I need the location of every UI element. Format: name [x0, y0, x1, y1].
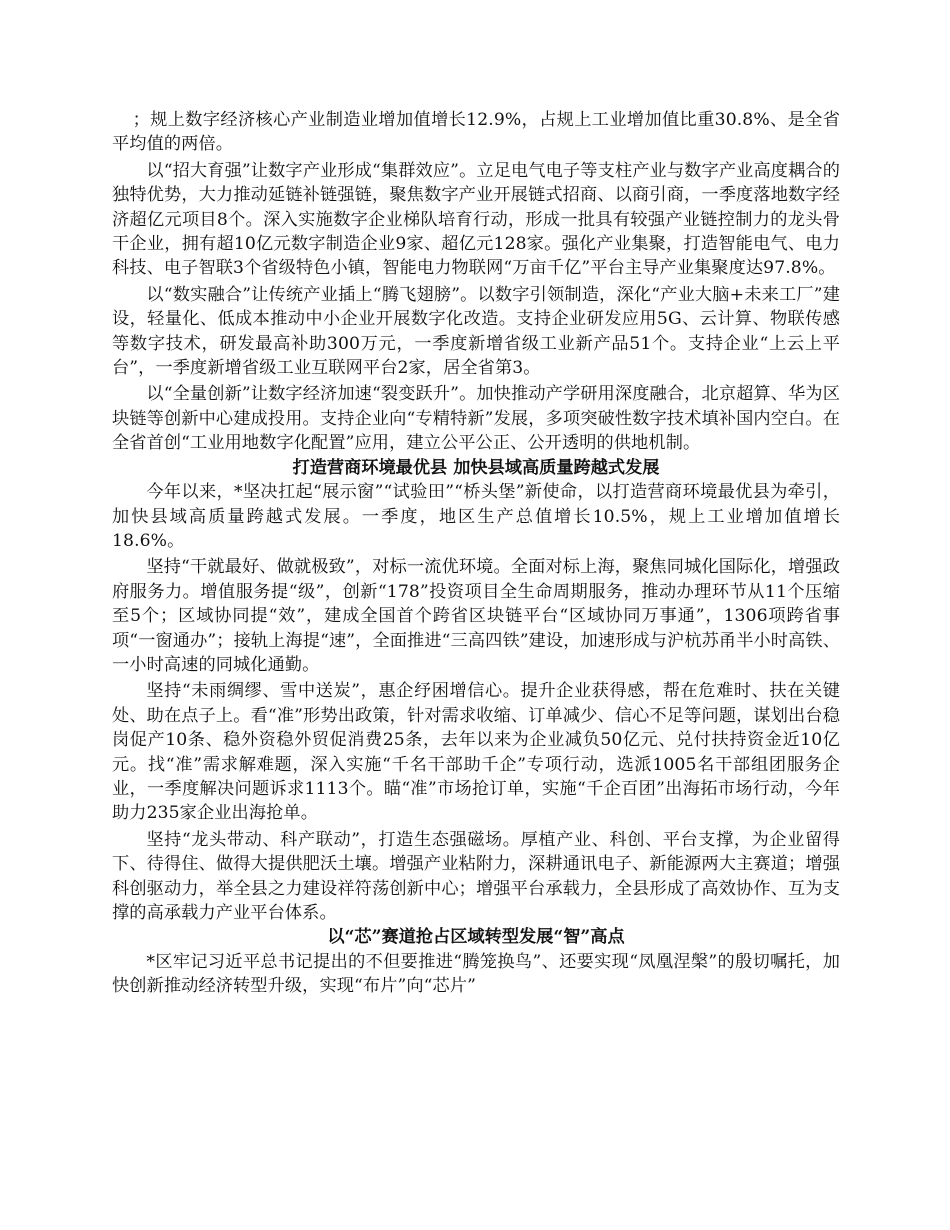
paragraph-ecosystem-magnet: 坚持“龙头带动、科产联动”，打造生态强磁场。厚植产业、科创、平台支撑，为企业留得下、待得住、做得大提供肥沃土壤。增强产业粘附力，深耕通讯电子、新能源两大主赛道；增强科创驱动力，举全县之力建设祥符荡创新中心；增强平台承载力，全县形成了高效协作、互为支撑的高承载力产业平台体系。 — [112, 829, 840, 923]
paragraph-full-innovation: 以“全量创新”让数字经济加速“裂变跃升”。加快推动产学研用深度融合，北京超算、华为区块链等创新中心建成投用。支持企业向“专精特新”发展，多项突破性数字技术填补国内空白。在全省首创“工业用地数字化配置”应用，建立公平公正、公开透明的供地机制。 — [112, 384, 840, 454]
paragraph-enterprise-relief: 坚持“未雨绸缪、雪中送炭”，惠企纾困增信心。提升企业获得感，帮在危难时、扶在关键处、助在点子上。看“准”形势出政策，针对需求收缩、订单减少、信心不足等问题，谋划出台稳岗促产10条、稳外资稳外贸促消费25条，去年以来为企业减负50亿元、兑付扶持资金近10亿元。找“准”需求解难题，深入实施“千名干部助千企”专项行动，选派1005名干部组团服务企业，一季度解决问题诉求1113个。瞄“准”市场抢订单，实施“千企百团”出海拓市场行动，今年助力235家企业出海抢单。 — [112, 681, 840, 824]
paragraph-digital-cluster: 以“招大育强”让数字产业形成“集群效应”。立足电气电子等支柱产业与数字产业高度耦合的独特优势，大力推动延链补链强链，聚焦数字产业开展链式招商、以商引商，一季度落地数字经济超亿元项目8个。深入实施数字企业梯队培育行动，形成一批具有较强产业链控制力的龙头骨干企业，拥有超10亿元数字制造企业9家、超亿元128家。强化产业集聚，打造智能电气、电力科技、电子智联3个省级特色小镇，智能电力物联网“万亩千亿”平台主导产业集聚度达97.8%。 — [112, 160, 840, 279]
paragraph-digital-real-fusion: 以“数实融合”让传统产业插上“腾飞翅膀”。以数字引领制造，深化“产业大脑+未来工厂”建设，轻量化、低成本推动中小企业开展数字化改造。支持企业研发应用5G、云计算、物联传感等数字技术，研发最高补助300万元，一季度新增省级工业新产品51个。支持企业“上云上平台”，一季度新增省级工业互联网平台2家，居全省第3。 — [112, 284, 840, 379]
section-heading-business-environment: 打造营商环境最优县 加快县域高质量跨越式发展 — [292, 457, 660, 478]
section-heading-chip-track: 以“芯”赛道抢占区域转型发展“智”高点 — [327, 927, 625, 948]
document-page — [112, 108, 840, 999]
paragraph-county-development: 今年以来，*坚决扛起“展示窗”“试验田”“桥头堡”新使命，以打造营商环境最优县为牵引，加快县域高质量跨越式发展。一季度，地区生产总值增长10.5%，规上工业增加值增长18.6%。 — [112, 482, 840, 551]
paragraph-first-class-environment: 坚持“干就最好、做就极致”，对标一流优环境。全面对标上海，聚焦同城化国际化，增强政府服务力。增值服务提“级”，创新“178”投资项目全生命周期服务，推动办理环节从11个压缩至5个；区域协同提“效”，建成全国首个跨省区块链平台“区域协同万事通”，1306项跨省事项“一窗通办”；接轨上海提“速”，全面推进“三高四铁”建设，加速形成与沪杭苏甬半小时高铁、一小时高速的同城化通勤。 — [112, 557, 840, 675]
paragraph-chip-transformation: *区牢记习近平总书记提出的不但要推进“腾笼换鸟”、还要实现“凤凰涅槃”的殷切嘱托，加快创新推动经济转型升级，实现“布片”向“芯片” — [112, 951, 840, 997]
paragraph-intro: ；规上数字经济核心产业制造业增加值增长12.9%，占规上工业增加值比重30.8%、是全省平均值的两倍。 — [112, 110, 840, 155]
